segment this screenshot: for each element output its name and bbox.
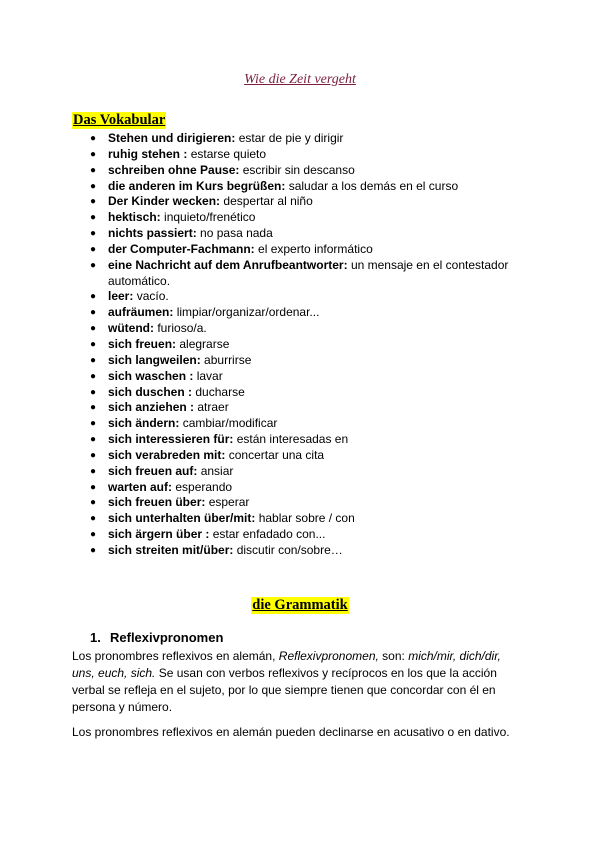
vocab-meaning: cambiar/modificar bbox=[182, 416, 278, 431]
bullet-icon: ● bbox=[90, 148, 97, 160]
vocab-term: ruhig stehen : bbox=[108, 146, 188, 161]
vocab-meaning: ansiar bbox=[200, 463, 234, 478]
vocab-item bbox=[90, 147, 530, 163]
vocab-meaning: están interesadas en bbox=[236, 432, 349, 447]
paragraph-italic-term: Reflexivpronomen, bbox=[278, 649, 379, 663]
vocab-item bbox=[90, 353, 530, 369]
grammar-heading: die Grammatik bbox=[252, 597, 348, 613]
vocab-meaning: un mensaje en el contestador automático. bbox=[108, 257, 509, 288]
paragraph-italic-pronouns: mich/mir, dich/dir, uns, euch, sich. bbox=[72, 649, 501, 680]
paragraph-text: Se usan con verbos reflexivos y recíprocos en los que la acción verbal se refleja en el sujeto, por lo que siempre tienen que concordar con él en persona y número. bbox=[72, 666, 497, 714]
vocab-term: sich waschen : bbox=[108, 368, 194, 383]
bullet-icon: ● bbox=[90, 133, 97, 144]
bullet-icon: ● bbox=[90, 418, 97, 430]
vocab-item bbox=[90, 242, 530, 258]
vocab-meaning: el experto informático bbox=[258, 241, 373, 256]
bullet-icon: ● bbox=[90, 259, 97, 271]
vocab-term: sich unterhalten über/mit: bbox=[108, 511, 256, 526]
vocab-item bbox=[90, 527, 530, 543]
bullet-icon: ● bbox=[90, 434, 97, 446]
vocabulary-list bbox=[90, 131, 530, 559]
vocab-item bbox=[90, 131, 530, 147]
bullet-icon: ● bbox=[90, 164, 97, 176]
vocab-item bbox=[90, 416, 530, 432]
vocab-item bbox=[90, 226, 530, 242]
vocab-meaning: lavar bbox=[196, 368, 223, 383]
declension-paragraph: Los pronombres reflexivos en alemán pueden declinarse en acusativo o en dativo. bbox=[72, 725, 510, 739]
bullet-icon: ● bbox=[90, 196, 97, 208]
vocab-term: sich freuen über: bbox=[108, 495, 206, 510]
vocab-item bbox=[90, 321, 530, 337]
vocab-term: sich langweilen: bbox=[108, 352, 201, 367]
vocab-term: wütend: bbox=[108, 321, 154, 336]
vocab-item bbox=[90, 400, 530, 416]
section-reflexivpronomen-heading bbox=[90, 630, 223, 645]
reflexive-pronoun-paragraph bbox=[72, 648, 522, 716]
vocab-meaning: furioso/a. bbox=[157, 321, 207, 336]
vocab-meaning: no pasa nada bbox=[200, 226, 273, 241]
vocab-meaning: estar enfadado con... bbox=[212, 527, 326, 542]
vocab-term: die anderen im Kurs begrüßen: bbox=[108, 178, 286, 193]
bullet-icon: ● bbox=[90, 243, 97, 255]
vocab-term: Der Kinder wecken: bbox=[108, 194, 221, 209]
bullet-icon: ● bbox=[90, 529, 97, 541]
vocab-item bbox=[90, 464, 530, 480]
vocab-item bbox=[90, 385, 530, 401]
vocab-term: eine Nachricht auf dem Anrufbeantworter: bbox=[108, 257, 348, 272]
vocab-meaning: estarse quieto bbox=[190, 146, 267, 161]
vocab-meaning: aburrirse bbox=[204, 352, 252, 367]
bullet-icon: ● bbox=[90, 481, 97, 493]
vocab-meaning: hablar sobre / con bbox=[258, 511, 355, 526]
vocab-term: sich ändern: bbox=[108, 416, 180, 431]
page-title: Wie die Zeit vergeht bbox=[244, 72, 356, 87]
vocab-meaning: saludar a los demás en el curso bbox=[288, 178, 459, 193]
vocab-meaning: concertar una cita bbox=[228, 447, 325, 462]
vocab-term: sich anziehen : bbox=[108, 400, 195, 415]
bullet-icon: ● bbox=[90, 323, 97, 335]
vocab-meaning: esperando bbox=[175, 479, 233, 494]
vocab-term: nichts passiert: bbox=[108, 226, 197, 241]
vocab-item bbox=[90, 337, 530, 353]
vocab-meaning: discutir con/sobre… bbox=[236, 542, 343, 557]
vocab-item bbox=[90, 543, 530, 559]
vocab-meaning: despertar al niño bbox=[223, 194, 313, 209]
bullet-icon: ● bbox=[90, 402, 97, 414]
vocabulary-heading: Das Vokabular bbox=[73, 112, 166, 128]
vocab-term: sich verabreden mit: bbox=[108, 447, 226, 462]
vocab-meaning: escribir sin descanso bbox=[242, 162, 355, 177]
paragraph-text: son: bbox=[378, 649, 409, 663]
vocab-item bbox=[90, 194, 530, 210]
bullet-icon: ● bbox=[90, 544, 97, 556]
vocab-term: sich ärgern über : bbox=[108, 527, 210, 542]
vocab-item bbox=[90, 480, 530, 496]
bullet-icon: ● bbox=[90, 449, 97, 461]
vocab-meaning: esperar bbox=[208, 495, 250, 510]
vocab-item bbox=[90, 511, 530, 527]
vocab-meaning: limpiar/organizar/ordenar... bbox=[176, 305, 320, 320]
vocab-term: schreiben ohne Pause: bbox=[108, 162, 240, 177]
vocab-term: hektisch: bbox=[108, 210, 161, 225]
bullet-icon: ● bbox=[90, 180, 97, 192]
vocab-item bbox=[90, 495, 530, 511]
vocab-meaning: ducharse bbox=[195, 384, 245, 399]
vocab-item bbox=[90, 289, 530, 305]
bullet-icon: ● bbox=[90, 338, 97, 350]
vocab-term: der Computer-Fachmann: bbox=[108, 241, 255, 256]
vocab-item bbox=[90, 258, 530, 290]
vocab-term: Stehen und dirigieren: bbox=[108, 131, 236, 145]
vocab-term: sich freuen: bbox=[108, 336, 177, 351]
bullet-icon: ● bbox=[90, 307, 97, 319]
vocab-meaning: estar de pie y dirigir bbox=[238, 131, 344, 145]
bullet-icon: ● bbox=[90, 354, 97, 366]
vocab-meaning: atraer bbox=[197, 400, 229, 415]
vocab-item bbox=[90, 210, 530, 226]
vocab-item bbox=[90, 179, 530, 195]
vocab-item bbox=[90, 305, 530, 321]
bullet-icon: ● bbox=[90, 228, 97, 240]
vocab-item bbox=[90, 432, 530, 448]
vocab-term: sich duschen : bbox=[108, 384, 193, 399]
vocab-meaning: inquieto/frenético bbox=[164, 210, 256, 225]
vocab-meaning: alegrarse bbox=[179, 336, 230, 351]
bullet-icon: ● bbox=[90, 465, 97, 477]
vocab-item bbox=[90, 163, 530, 179]
bullet-icon: ● bbox=[90, 513, 97, 525]
vocab-term: warten auf: bbox=[108, 479, 173, 494]
vocab-meaning: vacío. bbox=[136, 289, 169, 304]
section-title: Reflexivpronomen bbox=[110, 630, 224, 645]
vocab-term: aufräumen: bbox=[108, 305, 174, 320]
section-number: 1. bbox=[90, 630, 101, 645]
vocab-term: sich freuen auf: bbox=[108, 463, 198, 478]
bullet-icon: ● bbox=[90, 497, 97, 509]
vocab-term: leer: bbox=[108, 289, 134, 304]
bullet-icon: ● bbox=[90, 370, 97, 382]
bullet-icon: ● bbox=[90, 212, 97, 224]
paragraph-text: Los pronombres reflexivos en alemán, bbox=[72, 649, 279, 663]
bullet-icon: ● bbox=[90, 291, 97, 303]
vocab-item bbox=[90, 369, 530, 385]
vocab-term: sich interessieren für: bbox=[108, 432, 234, 447]
vocab-term: sich streiten mit/über: bbox=[108, 542, 234, 557]
bullet-icon: ● bbox=[90, 386, 97, 398]
vocab-item bbox=[90, 448, 530, 464]
